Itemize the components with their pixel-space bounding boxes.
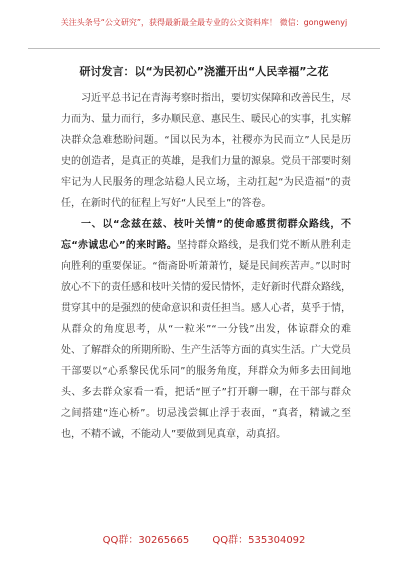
- promo-banner: 关注头条号“公文研究”，获得最新最全最专业的公文资料库！ 微信：gongwenyj: [60, 18, 348, 27]
- document-body: [61, 88, 351, 445]
- paragraph-section-1: [61, 214, 351, 445]
- section-1-heading: 一、以“念兹在兹、枝叶关情”的使命感贯彻群众路线，不忘“赤诚忠心”的来时路。: [61, 219, 351, 251]
- footer-contacts: [0, 532, 408, 550]
- header-divider: [28, 48, 380, 49]
- qq-group-1: QQ群：30265665: [102, 535, 190, 546]
- paragraph-intro: 习近平总书记在青海考察时指出，要切实保障和改善民生，尽力而为、量力而行，多办顺民意、惠民生、暖民心的实事，扎实解决群众急难愁盼问题。“国以民为本，社稷亦为民而立”人民是历史的创造者，是真正的英雄，是我们力量的源泉。党员干部要时刻牢记为人民服务的理念站稳人民立场，主动扛起“为民造福”的责任，在新时代的征程上写好“人民至上”的答卷。: [61, 93, 351, 209]
- qq-group-2: QQ群：535304092: [212, 535, 306, 546]
- document-title: 研讨发言：以“为民初心”浇灌开出“人民幸福”之花: [79, 65, 329, 78]
- section-1-text: 坚持群众路线，是我们党不断从胜利走向胜利的重要保证。“衙斋卧听萧萧竹，疑是民间疾苦声。”以时时放心不下的责任感和枝叶关情的爱民情怀，走好新时代群众路线，贯穿其中的是强烈的使命意识和责任担当。感人心者，莫乎于情，从群众的角度思考，从“一粒米”“一分钱”出发，体谅群众的难处、了解群众的所期所盼、生产生活等方面的真实生活。广大党员干部要以“心系黎民优乐同”的服务角度，拜群众为师多去田间地头、多去群众家看一看，把话“匣子”打开聊一聊，在干部与群众之间搭建“连心桥”。切忌浅尝辄止浮于表面，“真者，精诚之至也，不精不诚，不能动人”要做到见真章，动真招。: [61, 240, 351, 440]
